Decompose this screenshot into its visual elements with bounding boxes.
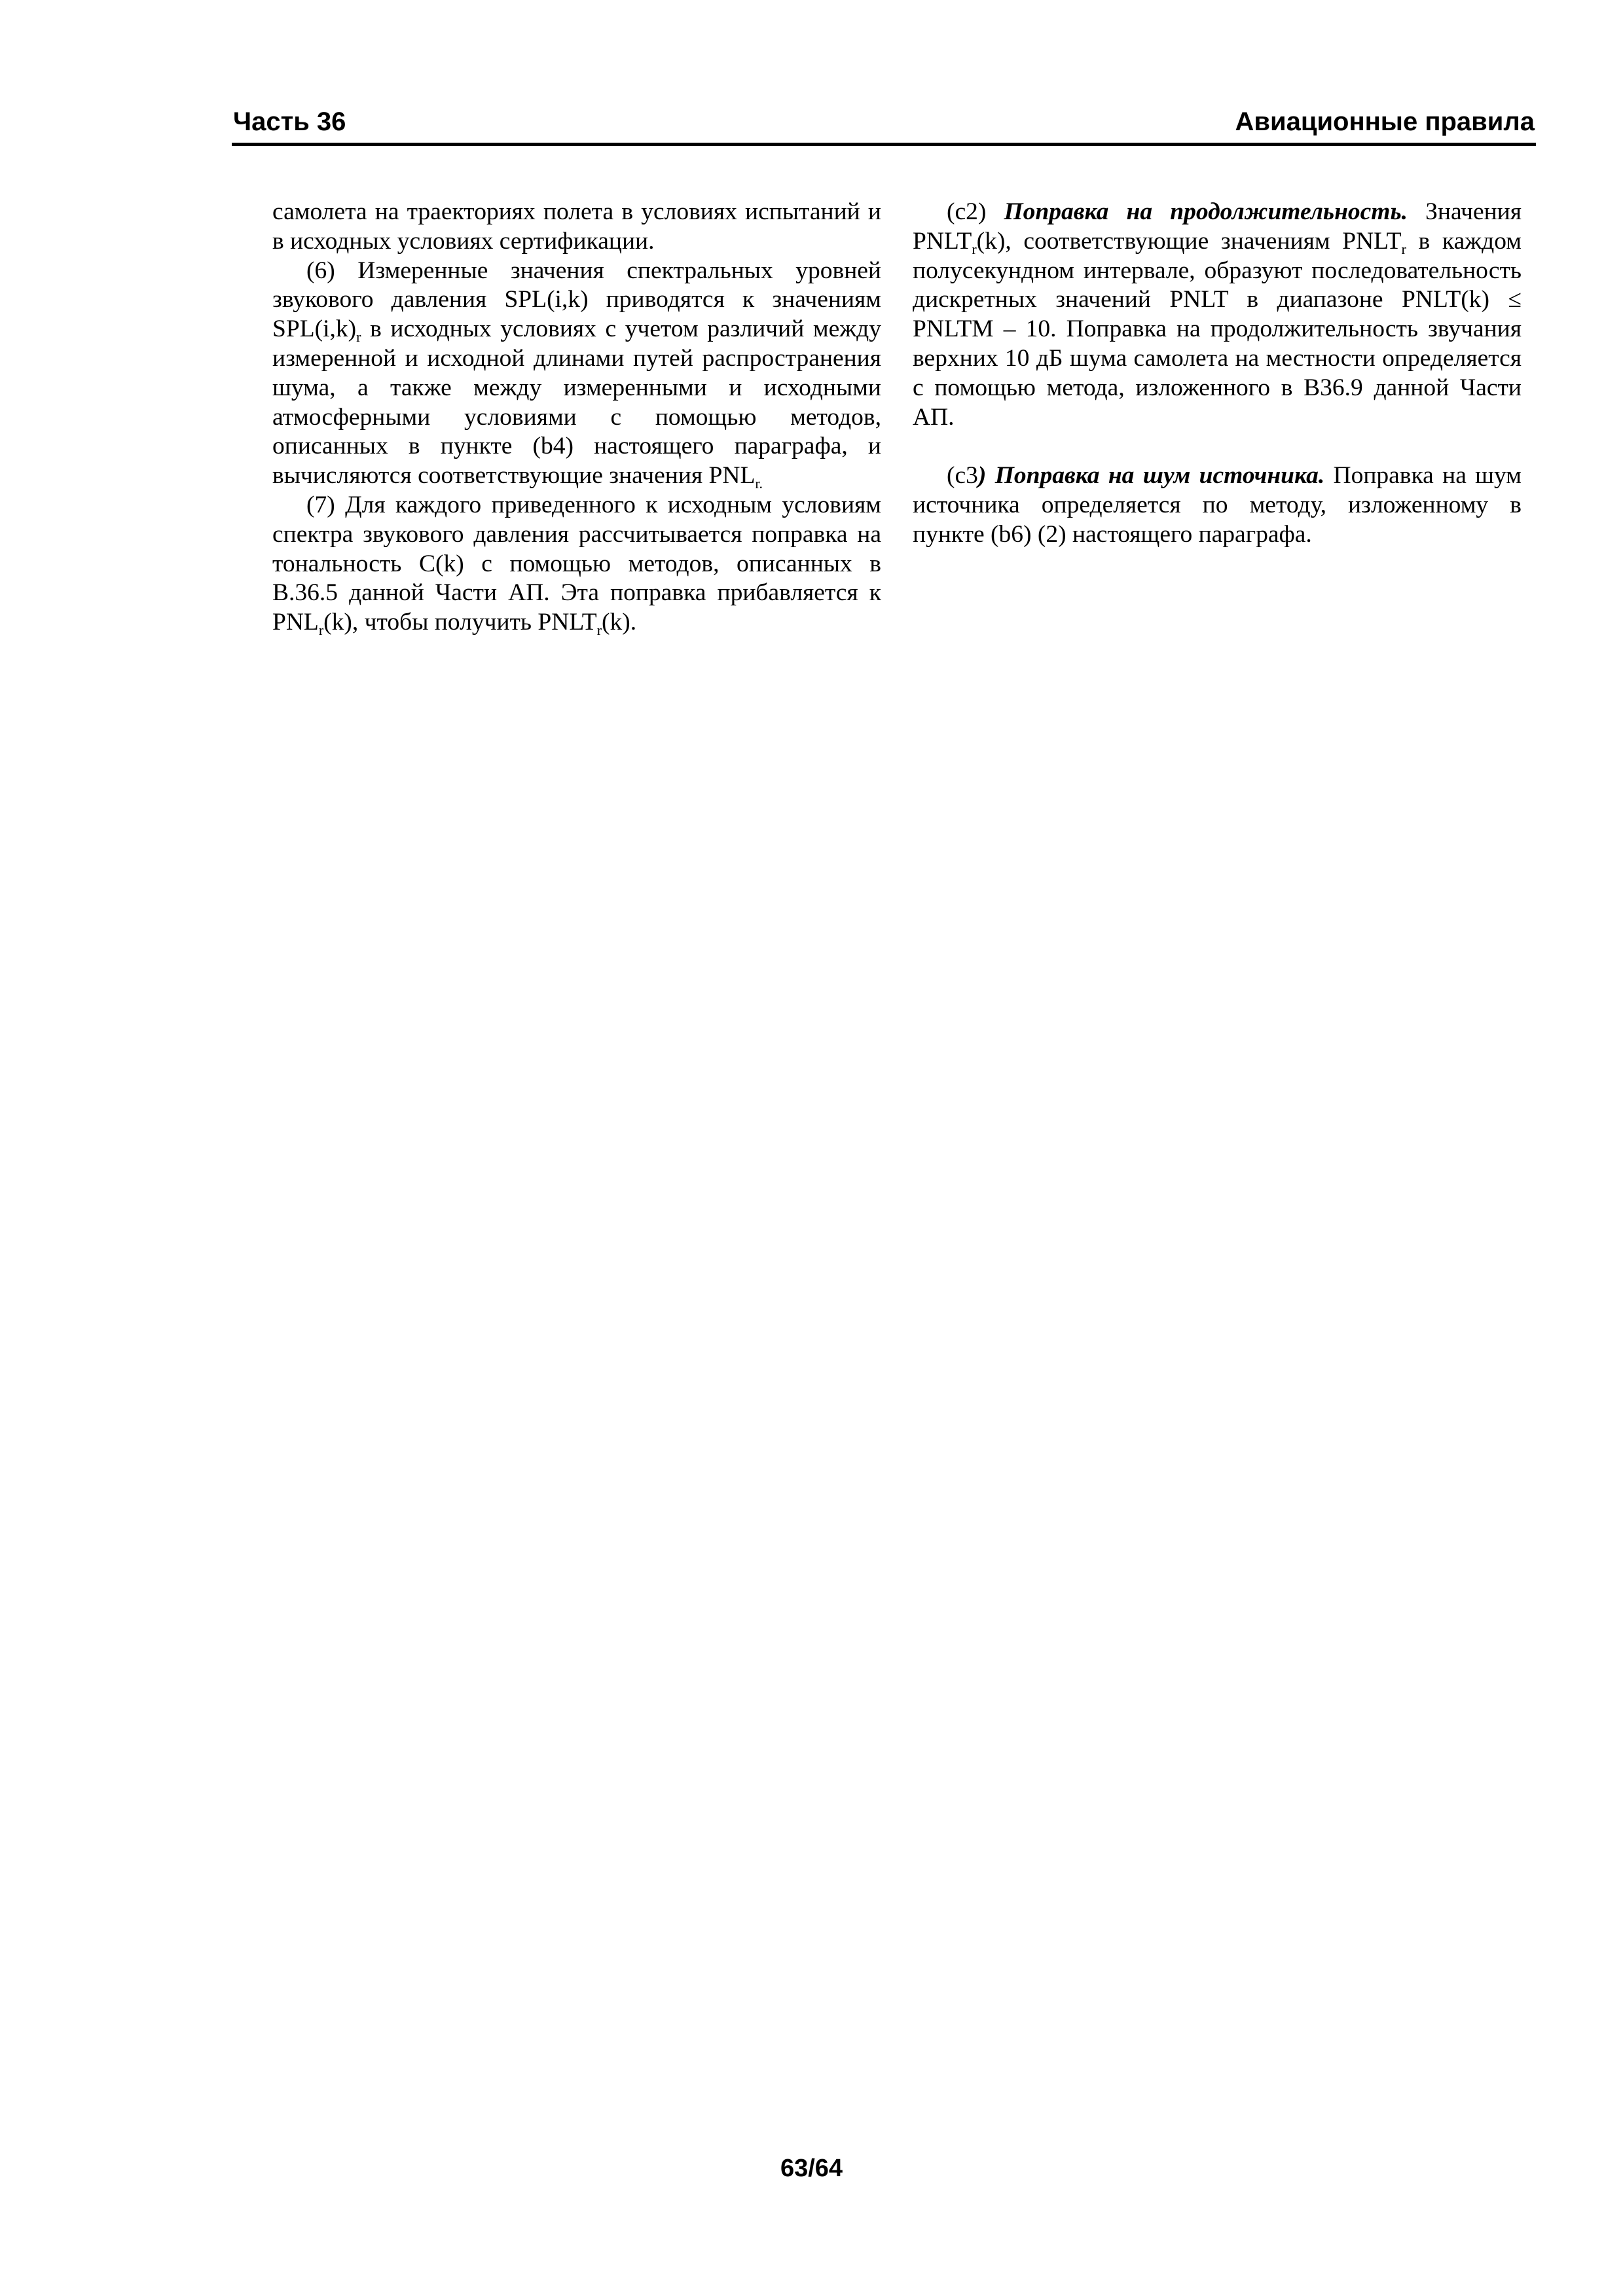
- paragraph-c2: (c2) Поправка на продолжительность. Значения $PNLT_r(k)$, соответствующие значениям $PNLT_r$ в каждом полусекундном интервале, образуют последовательность дискретных значений PNLT в диапазоне PNLT(k) ≤ PNLTM – 10. Поправка на продолжительность звучания верхних 10 дБ шума самолета на местности определяется с помощью метода, изложенного в В36.9 данной Части АП.: [913, 198, 1522, 431]
- subscript: r: [318, 622, 324, 639]
- header-part-number: Часть 36: [233, 107, 346, 136]
- subscript: r: [1401, 240, 1406, 257]
- page-header: [232, 105, 1536, 146]
- heading-source-noise-correction: ) Поправка на шум источника.: [977, 462, 1325, 490]
- left-column: [272, 198, 881, 637]
- heading-duration-correction: Поправка на продолжительность.: [1004, 198, 1408, 225]
- paragraph-c3: (c3) Поправка на шум источника. Поправка на шум источника определяется по методу, изложенному в пункте (b6) (2) настоящего параграфа.: [913, 462, 1522, 548]
- right-column: [913, 198, 1522, 550]
- header-document-title: Авиационные правила: [1235, 107, 1535, 136]
- paragraph-continuation: самолета на траекториях полета в условиях испытаний и в исходных условиях сертификации.: [272, 198, 881, 255]
- page-number: 63/64: [780, 2155, 843, 2182]
- subscript: r: [596, 622, 602, 639]
- subscript: r: [972, 240, 977, 257]
- subscript: r: [356, 329, 361, 346]
- paragraph-6: (6) Измеренные значения спектральных уровней звукового давления SPL(i,k) приводятся к значениям $SPL(i,k)_r$ в исходных условиях с учетом различий между измеренной и исходной длинами путей распространения шума, а также между измеренными и исходными атмосферными условиями с помощью методов, описанных в пункте (b4) настоящего параграфа, и вычисляются соответствующие значения $PNL_{r.}$: [272, 257, 881, 492]
- paragraph-7: (7) Для каждого приведенного к исходным условиям спектра звукового давления рассчитывается поправка на тональность C(k) с помощью методов, описанных в В.36.5 данной Части АП. Эта поправка прибавляется к $PNL_r(k)$, чтобы получить $PNLT_r(k)$.: [272, 491, 881, 639]
- subscript: r.: [755, 475, 763, 492]
